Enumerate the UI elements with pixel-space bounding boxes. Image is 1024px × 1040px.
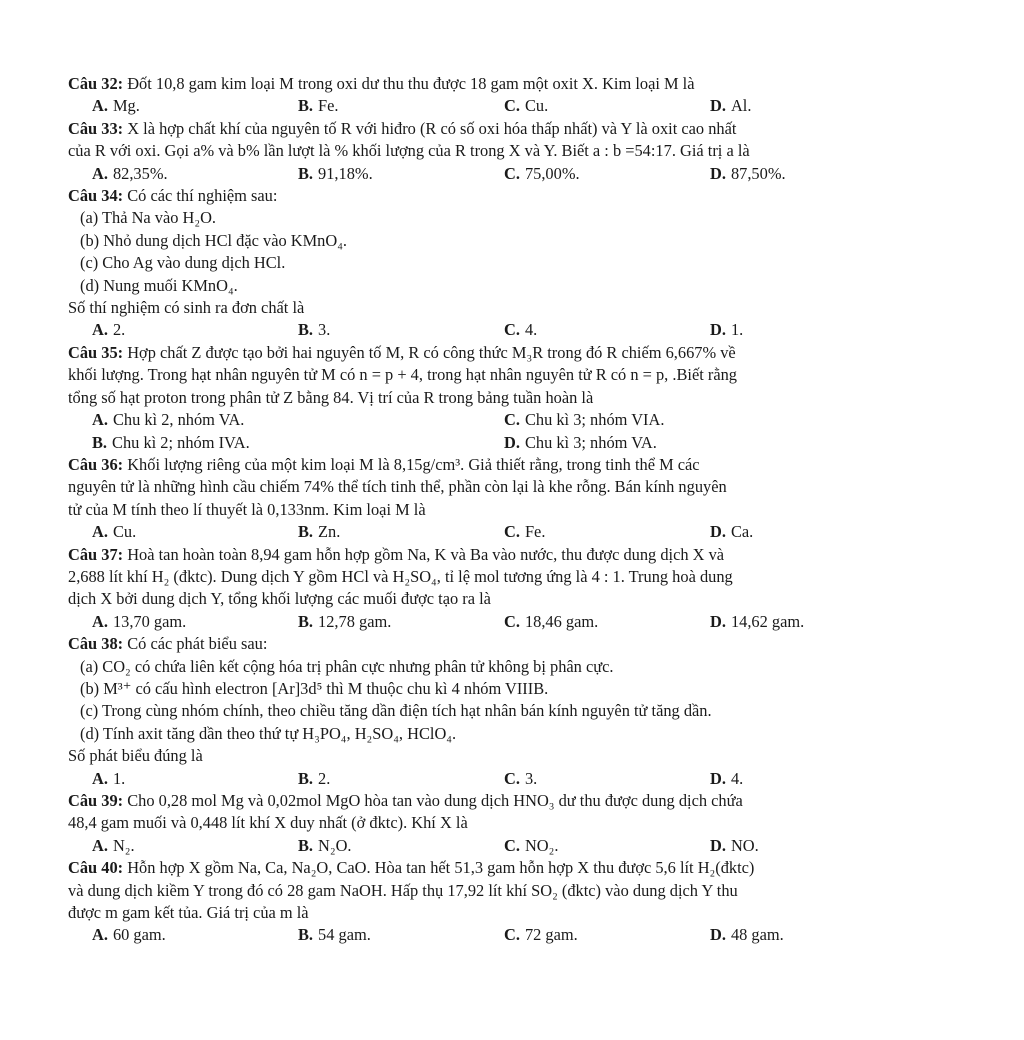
- answer-options-row: [68, 432, 964, 454]
- answer-option-letter: C.: [504, 320, 520, 340]
- question-stem-line: [68, 544, 964, 566]
- answer-option-text: 2.: [318, 768, 331, 788]
- answer-option-letter: D.: [710, 96, 726, 116]
- question-number: Câu 39:: [68, 791, 124, 810]
- answer-option-text: Chu kì 2; nhóm IVA.: [112, 432, 250, 452]
- answer-option[interactable]: [298, 768, 504, 790]
- answer-option-letter: C.: [504, 163, 520, 183]
- answer-option[interactable]: [92, 611, 298, 633]
- question-number: Câu 33:: [68, 118, 124, 138]
- answer-option-letter: B.: [92, 432, 108, 452]
- answer-option[interactable]: [710, 319, 743, 341]
- answer-option-text: NO.: [730, 835, 759, 855]
- question: [68, 544, 964, 634]
- answer-option[interactable]: [504, 319, 710, 341]
- question-stem-text: của R với oxi. Gọi a% và b% lần lượt là % khối lượng của R trong X và Y. Biết a : b =54:17. Giá trị a là: [68, 141, 750, 161]
- answer-option[interactable]: [92, 409, 504, 431]
- answer-options-row: [68, 768, 964, 790]
- answer-option-text: N₂.: [112, 835, 135, 855]
- answer-options-row: [68, 409, 964, 431]
- answer-option-text: 91,18%.: [318, 163, 373, 183]
- answer-option-text: 1.: [112, 768, 126, 788]
- answer-option[interactable]: [504, 521, 710, 543]
- question-number: Câu 40:: [68, 858, 124, 878]
- answer-option[interactable]: [710, 163, 786, 185]
- question-stem-line: [68, 140, 964, 162]
- answer-option-letter: B.: [298, 163, 314, 183]
- answer-option[interactable]: [92, 95, 298, 117]
- answer-option-text: 2.: [112, 320, 126, 340]
- question-stem-text: 48,4 gam muối và 0,448 lít khí X duy nhất (ở đktc). Khí X là: [68, 813, 468, 833]
- answer-options-row: [68, 319, 964, 341]
- question-stem-line: [68, 185, 964, 207]
- answer-option[interactable]: [92, 521, 298, 543]
- answer-option-letter: B.: [298, 96, 314, 116]
- question-stem-line: [68, 499, 964, 521]
- question-stem-line: [68, 880, 964, 902]
- question: [68, 73, 964, 118]
- question-number: Câu 37:: [68, 544, 124, 564]
- answer-option-text: Al.: [730, 96, 752, 116]
- answer-option-text: Mg.: [112, 96, 140, 116]
- question-stem-text: khối lượng. Trong hạt nhân nguyên tử M có n = p + 4, trong hạt nhân nguyên tử R có n = p, .Biết rằng: [68, 365, 737, 385]
- question: [68, 633, 964, 790]
- answer-option-letter: C.: [504, 96, 520, 116]
- answer-option-text: 4.: [524, 320, 538, 340]
- answer-option-text: 54 gam.: [318, 925, 371, 945]
- statement-item: (a) CO₂ có chứa liên kết cộng hóa trị phân cực nhưng phân tử không bị phân cực.: [80, 656, 614, 676]
- question-stem-text: 2,688 lít khí H₂ (đktc). Dung dịch Y gồm HCl và H₂SO₄, tỉ lệ mol tương ứng là 4 : 1. Trung hoà dung: [68, 566, 733, 586]
- answer-option-letter: D.: [710, 835, 726, 855]
- question-prompt: Số phát biểu đúng là: [68, 746, 203, 766]
- answer-option-text: 48 gam.: [730, 925, 784, 945]
- answer-option-letter: D.: [710, 163, 726, 183]
- answer-option[interactable]: [504, 163, 710, 185]
- answer-option-letter: D.: [710, 522, 726, 542]
- question-stem-line: [68, 588, 964, 610]
- answer-option[interactable]: [710, 835, 759, 857]
- question-stem-text: Hỗn hợp X gồm Na, Ca, Na₂O, CaO. Hòa tan hết 51,3 gam hỗn hợp X thu được 5,6 lít H₂(đktc): [127, 858, 755, 878]
- answer-options-row: [68, 835, 964, 857]
- question-stem-line: [68, 387, 964, 409]
- question-stem-line: [68, 812, 964, 834]
- statement-item: (a) Thả Na vào H₂O.: [80, 208, 217, 228]
- answer-option-text: 3.: [318, 320, 331, 340]
- question: [68, 790, 964, 857]
- answer-option-letter: B.: [298, 320, 314, 340]
- statement-item: (b) Nhỏ dung dịch HCl đặc vào KMnO₄.: [80, 230, 348, 250]
- answer-option-letter: B.: [298, 768, 314, 788]
- answer-option-letter: A.: [92, 925, 108, 945]
- answer-option-text: 12,78 gam.: [318, 611, 392, 631]
- answer-option[interactable]: [92, 319, 298, 341]
- question: [68, 857, 964, 947]
- answer-option[interactable]: [710, 95, 751, 117]
- answer-option[interactable]: [92, 163, 298, 185]
- question-stem-text: nguyên tử là những hình cầu chiếm 74% thể tích tinh thể, phần còn lại là khe rỗng. Bán kính nguyên: [68, 477, 727, 497]
- answer-option-text: 1.: [730, 320, 744, 340]
- answer-option-letter: A.: [92, 163, 108, 183]
- answer-option-text: N₂O.: [318, 835, 352, 855]
- answer-option-text: 72 gam.: [524, 925, 578, 945]
- answer-option-letter: A.: [92, 320, 108, 340]
- question: [68, 454, 964, 544]
- answer-option[interactable]: [298, 611, 504, 633]
- answer-option-letter: A.: [92, 410, 108, 430]
- question-stem-text: Đốt 10,8 gam kim loại M trong oxi dư thu thu được 18 gam một oxit X. Kim loại M là: [127, 74, 695, 93]
- answer-option-letter: C.: [504, 925, 520, 945]
- question: [68, 118, 964, 185]
- answer-option-letter: D.: [710, 925, 726, 945]
- answer-option[interactable]: [710, 768, 743, 790]
- answer-option-letter: C.: [504, 522, 520, 542]
- question-stem-line: [68, 118, 964, 140]
- answer-option-letter: A.: [92, 611, 108, 631]
- answer-option-letter: D.: [710, 768, 726, 788]
- answer-option[interactable]: [710, 611, 804, 633]
- answer-option-text: Ca.: [730, 522, 754, 542]
- statement-item: (b) M³⁺ có cấu hình electron [Ar]3d⁵ thì M thuộc chu kì 4 nhóm VIIIB.: [80, 678, 549, 698]
- question-stem-line: [68, 902, 964, 924]
- answer-option[interactable]: [92, 768, 298, 790]
- question-stem-text: Hoà tan hoàn toàn 8,94 gam hỗn hợp gồm Na, K và Ba vào nước, thu được dung dịch X và: [127, 544, 725, 564]
- answer-option-text: 13,70 gam.: [112, 611, 187, 631]
- answer-option-text: Zn.: [318, 522, 341, 542]
- answer-options-row: [68, 924, 964, 946]
- statement-item: (d) Nung muối KMnO₄.: [80, 275, 238, 295]
- answer-option-text: Cu.: [524, 96, 549, 116]
- answer-option-letter: C.: [504, 835, 520, 855]
- answer-option-letter: B.: [298, 835, 314, 855]
- answer-option[interactable]: [504, 432, 657, 454]
- question-stem-line: [68, 857, 964, 879]
- answer-option-letter: B.: [298, 522, 314, 542]
- answer-option[interactable]: [298, 835, 504, 857]
- answer-options-row: [68, 521, 964, 543]
- answer-option[interactable]: [298, 163, 504, 185]
- question-stem-text: dịch X bởi dung dịch Y, tổng khối lượng các muối được tạo ra là: [68, 589, 491, 609]
- answer-option-letter: D.: [710, 611, 726, 631]
- answer-option-text: 60 gam.: [112, 925, 166, 945]
- question-stem-line: [68, 790, 964, 812]
- answer-option[interactable]: [298, 521, 504, 543]
- question-stem-text: tổng số hạt proton trong phân tử Z bằng 84. Vị trí của R trong bảng tuần hoàn là: [68, 387, 594, 407]
- answer-option-letter: A.: [92, 522, 108, 542]
- answer-options-row: [68, 163, 964, 185]
- answer-option-text: Fe.: [524, 522, 546, 542]
- answer-option[interactable]: [504, 611, 710, 633]
- question-stem-text: X là hợp chất khí của nguyên tố R với hiđro (R có số oxi hóa thấp nhất) và Y là oxit cao nhất: [127, 118, 737, 138]
- question-number: Câu 32:: [68, 74, 124, 93]
- answer-option[interactable]: [504, 95, 710, 117]
- answer-option-text: 14,62 gam.: [730, 611, 805, 631]
- answer-option[interactable]: [710, 924, 784, 946]
- answer-option[interactable]: [92, 924, 298, 946]
- answer-option[interactable]: [298, 319, 504, 341]
- answer-option-text: NO₂.: [524, 835, 559, 855]
- question-stem-line: [68, 342, 964, 364]
- question-stem-line: [68, 566, 964, 588]
- statement-item: (c) Cho Ag vào dung dịch HCl.: [80, 253, 286, 273]
- question-stem-text: được m gam kết tủa. Giá trị của m là: [68, 903, 309, 923]
- answer-option-text: Cu.: [112, 522, 137, 542]
- answer-option[interactable]: [298, 95, 504, 117]
- answer-options-row: [68, 611, 964, 633]
- answer-option-text: Chu kì 2, nhóm VA.: [112, 410, 245, 430]
- answer-option-letter: A.: [92, 768, 108, 788]
- question: [68, 342, 964, 454]
- answer-option-letter: B.: [298, 611, 314, 631]
- answer-option-text: 4.: [730, 768, 744, 788]
- answer-options-row: [68, 95, 964, 117]
- question-stem-line: [68, 633, 964, 655]
- answer-option[interactable]: [504, 768, 710, 790]
- answer-option-letter: A.: [92, 96, 108, 116]
- answer-option-letter: D.: [710, 320, 726, 340]
- answer-option-letter: C.: [504, 611, 520, 631]
- answer-option-text: Chu kì 3; nhóm VA.: [524, 432, 657, 452]
- question-stem-line: [68, 454, 964, 476]
- answer-option-letter: A.: [92, 835, 108, 855]
- question-number: Câu 36:: [68, 454, 124, 474]
- answer-option[interactable]: [92, 432, 504, 454]
- statement-item: (d) Tính axit tăng dần theo thứ tự H₃PO₄, H₂SO₄, HClO₄.: [80, 723, 457, 743]
- question-number: Câu 34:: [68, 186, 124, 206]
- question-stem-text: tử của M tính theo lí thuyết là 0,133nm. Kim loại M là: [68, 499, 426, 519]
- statement-item: (c) Trong cùng nhóm chính, theo chiều tăng dần điện tích hạt nhân bán kính nguyên tử tăng dần.: [80, 701, 712, 721]
- answer-option[interactable]: [504, 409, 664, 431]
- answer-option-text: Chu kì 3; nhóm VIA.: [524, 410, 665, 430]
- question: [68, 185, 964, 342]
- answer-option-letter: C.: [504, 768, 520, 788]
- question-stem-text: Hợp chất Z được tạo bởi hai nguyên tố M, R có công thức M₃R trong đó R chiếm 6,667% về: [127, 342, 736, 362]
- answer-option-letter: B.: [298, 925, 314, 945]
- answer-option-text: 87,50%.: [730, 163, 786, 183]
- answer-option-text: 18,46 gam.: [524, 611, 599, 631]
- question-number: Câu 35:: [68, 342, 124, 362]
- question-stem-text: Có các thí nghiệm sau:: [127, 186, 278, 206]
- answer-option-text: Fe.: [318, 96, 339, 116]
- answer-option-text: 75,00%.: [524, 163, 580, 183]
- question-number: Câu 38:: [68, 634, 124, 654]
- question-stem-line: [68, 73, 964, 95]
- question-stem-text: Có các phát biểu sau:: [127, 634, 268, 654]
- question-stem-text: Khối lượng riêng của một kim loại M là 8,15g/cm³. Giả thiết rằng, trong tinh thể M các: [127, 454, 700, 474]
- question-stem-text: và dung dịch kiềm Y trong đó có 28 gam NaOH. Hấp thụ 17,92 lít khí SO₂ (đktc) vào dung dịch Y thu: [68, 880, 738, 900]
- answer-option-letter: D.: [504, 432, 520, 452]
- question-stem-text: Cho 0,28 mol Mg và 0,02mol MgO hòa tan vào dung dịch HNO₃ dư thu được dung dịch chứa: [127, 791, 743, 810]
- answer-option[interactable]: [92, 835, 298, 857]
- answer-option[interactable]: [504, 924, 710, 946]
- answer-option-text: 82,35%.: [112, 163, 168, 183]
- answer-option-text: 3.: [524, 768, 538, 788]
- answer-option-letter: C.: [504, 410, 520, 430]
- question-stem-line: [68, 476, 964, 498]
- answer-option[interactable]: [504, 835, 710, 857]
- answer-option[interactable]: [298, 924, 504, 946]
- question-prompt: Số thí nghiệm có sinh ra đơn chất là: [68, 298, 305, 318]
- question-stem-line: [68, 364, 964, 386]
- answer-option[interactable]: [710, 521, 753, 543]
